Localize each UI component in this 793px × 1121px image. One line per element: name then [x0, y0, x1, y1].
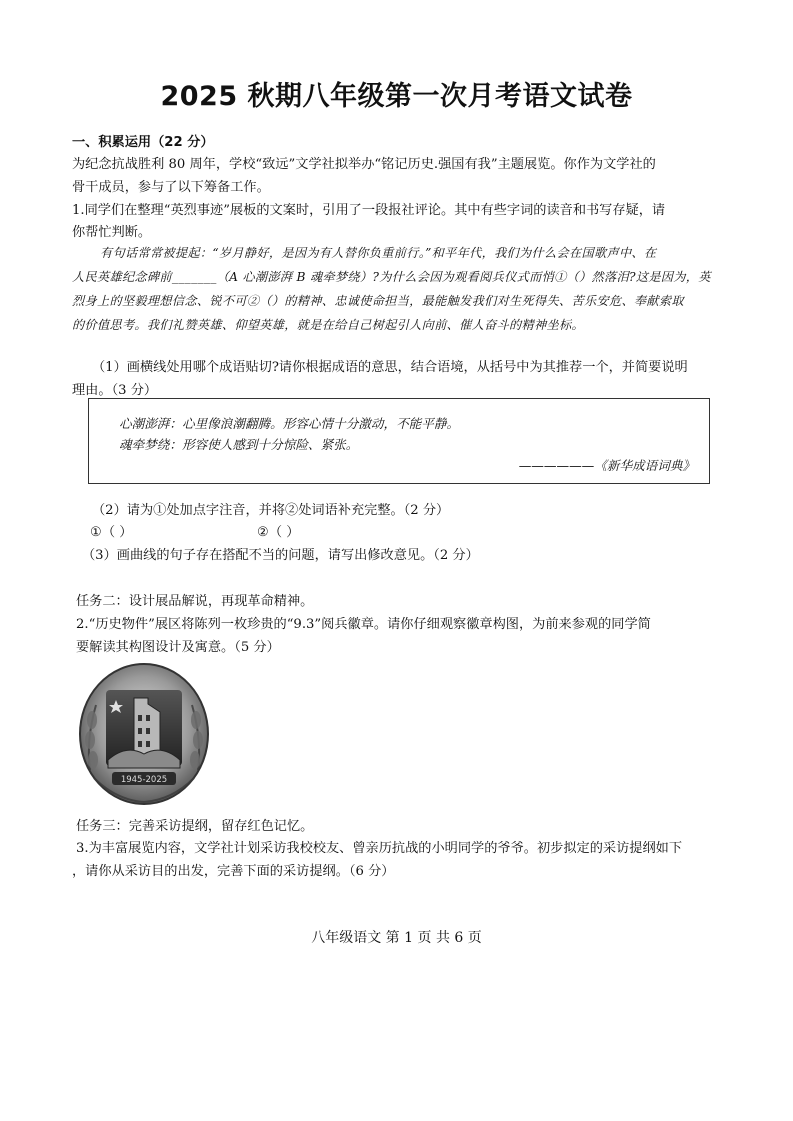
question-3-line-2: ，请你从采访目的出发，完善下面的采访提纲。（6 分）	[72, 864, 395, 879]
badge-year-text: 1945-2025	[120, 775, 168, 785]
blank-2: ②（ ）	[257, 525, 300, 540]
passage-line-1: 有句话常常被提起：“岁月静好，是因为有人替你负重前行。”和平年代，我们为什么会在国歌声中、在	[100, 246, 657, 260]
dictionary-source: ——————《新华成语词典》	[518, 458, 695, 473]
page-footer: 八年级语文 第 1 页 共 6 页	[311, 930, 482, 946]
intro-line-2: 骨干成员，参与了以下筹备工作。	[72, 180, 270, 195]
question-1-line-1: 1.同学们在整理“英烈事迹”展板的文案时，引用了一段报社评论。其中有些字词的读音和书写存疑，请	[72, 203, 666, 218]
question-2-line-1: 2.“历史物件”展区将陈列一枚珍贵的“9.3”阅兵徽章。请你仔细观察徽章构图，为前来参观的同学简	[76, 617, 651, 632]
subquestion-2: （2）请为①处加点字注音，并将②处词语补充完整。（2 分）	[92, 503, 450, 518]
subquestion-1-line-2: 理由。（3 分）	[72, 383, 158, 398]
passage-line-2: 人民英雄纪念碑前_______（A 心潮澎湃 B 魂牵梦绕）?为什么会因为观看阅兵仪式而悄①（）然落泪?这是因为，英	[72, 270, 711, 284]
task-3-heading: 任务三：完善采访提纲，留存红色记忆。	[76, 819, 314, 834]
section-heading: 一、积累运用（22 分）	[72, 135, 214, 150]
passage-line-4: 的价值思考。我们礼赞英雄、仰望英雄，就是在给自己树起引人向前、催人奋斗的精神坐标。	[72, 318, 584, 332]
blank-1: ①（ ）	[90, 525, 133, 540]
dictionary-entry-1: 心潮澎湃：心里像浪潮翻腾。形容心情十分激动，不能平静。	[119, 416, 460, 431]
dictionary-entry-2: 魂牵梦绕：形容使人感到十分惊险、紧张。	[119, 437, 359, 452]
question-1-line-2: 你帮忙判断。	[72, 225, 152, 240]
parade-badge-image	[76, 660, 212, 806]
question-2-line-2: 要解读其构图设计及寓意。（5 分）	[76, 640, 280, 655]
page-title: 2025 秋期八年级第一次月考语文试卷	[160, 81, 633, 112]
passage-line-3: 烈身上的坚毅理想信念、锐不可②（）的精神、忠诚使命担当，最能触发我们对生死得失、苦乐安危、奉献索取	[72, 294, 684, 308]
subquestion-3: （3）画曲线的句子存在搭配不当的问题，请写出修改意见。（2 分）	[82, 548, 479, 563]
intro-line-1: 为纪念抗战胜利 80 周年，学校“致远”文学社拟举办“铭记历史.强国有我”主题展览。你作为文学社的	[72, 157, 656, 172]
subquestion-1-line-1: （1）画横线处用哪个成语贴切?请你根据成语的意思，结合语境，从括号中为其推荐一个，并简要说明	[92, 360, 688, 375]
task-2-heading: 任务二：设计展品解说，再现革命精神。	[76, 594, 314, 609]
dictionary-box	[88, 398, 710, 484]
question-3-line-1: 3.为丰富展览内容，文学社计划采访我校校友、曾亲历抗战的小明同学的爷爷。初步拟定的采访提纲如下	[76, 841, 683, 856]
